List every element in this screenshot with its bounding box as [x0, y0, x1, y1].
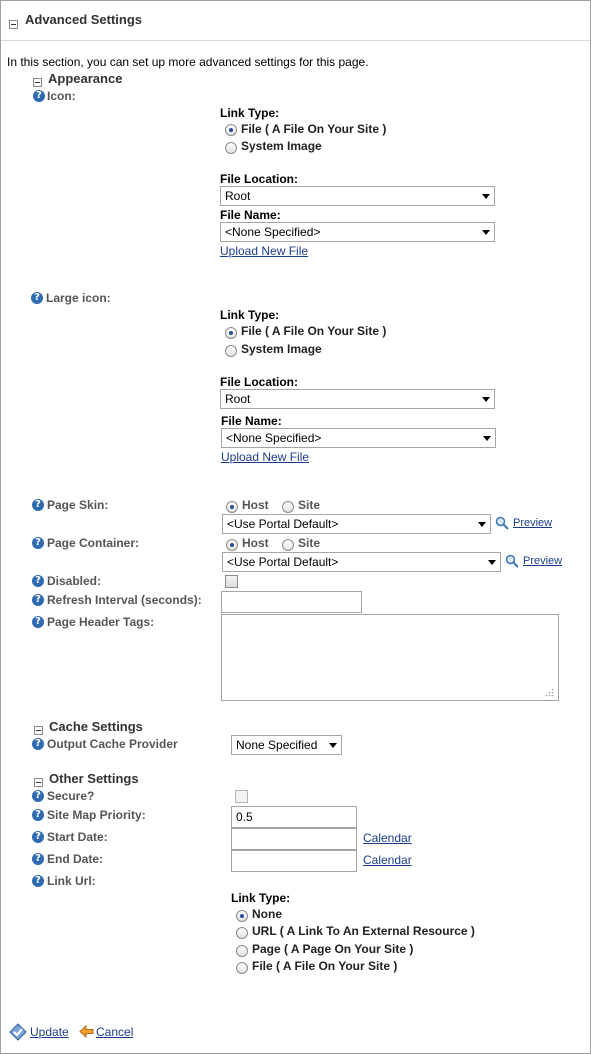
chevron-down-icon — [483, 436, 491, 441]
link-url-option-file: File ( A File On Your Site ) — [252, 959, 398, 973]
page-skin-option-host: Host — [242, 498, 269, 512]
help-icon[interactable]: ? — [32, 575, 44, 587]
output-cache-provider-value: None Specified — [236, 738, 318, 752]
link-url-option-page: Page ( A Page On Your Site ) — [252, 942, 414, 956]
secure-checkbox[interactable] — [235, 790, 248, 803]
help-icon[interactable]: ? — [32, 738, 44, 750]
page-skin-label: Page Skin: — [47, 498, 109, 512]
large-icon-option-file: File ( A File On Your Site ) — [241, 324, 387, 338]
disabled-checkbox[interactable] — [225, 575, 238, 588]
link-url-label: Link Url: — [47, 874, 96, 888]
collapse-advanced-icon[interactable] — [9, 20, 18, 29]
page-container-select[interactable] — [222, 552, 501, 572]
disabled-label: Disabled: — [47, 574, 102, 588]
icon-link-type-label: Link Type: — [220, 106, 280, 120]
intro-text: In this section, you can set up more advanced settings for this page. — [7, 55, 369, 69]
large-icon-label: Large icon: — [46, 291, 111, 305]
page-container-label: Page Container: — [47, 536, 140, 550]
help-icon[interactable]: ? — [32, 499, 44, 511]
secure-label: Secure? — [47, 789, 95, 803]
cancel-arrow-icon[interactable] — [79, 1025, 94, 1038]
icon-radio-system-image[interactable] — [225, 142, 237, 154]
help-icon[interactable]: ? — [32, 537, 44, 549]
help-icon[interactable]: ? — [32, 594, 44, 606]
help-icon[interactable]: ? — [32, 790, 44, 802]
link-url-radio-url[interactable] — [236, 927, 248, 939]
help-icon[interactable]: ? — [32, 616, 44, 628]
section-title-cache: Cache Settings — [49, 719, 143, 734]
cancel-link[interactable]: Cancel — [96, 1025, 134, 1039]
site-map-priority-label: Site Map Priority: — [47, 808, 146, 822]
icon-file-name-select[interactable] — [220, 222, 495, 242]
page-container-radio-site[interactable] — [282, 539, 294, 551]
large-icon-file-name-label: File Name: — [221, 414, 282, 428]
refresh-interval-input[interactable] — [221, 591, 362, 613]
page-container-radio-host[interactable] — [226, 539, 238, 551]
section-title-advanced: Advanced Settings — [25, 12, 143, 27]
page-container-value: <Use Portal Default> — [227, 555, 339, 569]
link-url-option-none: None — [252, 907, 282, 921]
icon-file-location-value: Root — [225, 189, 251, 203]
resize-grip-icon[interactable] — [545, 688, 554, 697]
large-icon-file-location-value: Root — [225, 392, 251, 406]
update-link[interactable]: Update — [30, 1025, 69, 1039]
section-title-appearance: Appearance — [48, 71, 123, 86]
icon-label: Icon: — [47, 89, 76, 103]
large-icon-link-type-label: Link Type: — [220, 308, 280, 322]
large-icon-radio-file[interactable] — [225, 327, 237, 339]
large-icon-file-name-value: <None Specified> — [226, 431, 322, 445]
icon-file-location-label: File Location: — [220, 172, 298, 186]
page-skin-preview-link[interactable]: Preview — [513, 517, 553, 529]
page-container-option-site: Site — [298, 536, 321, 550]
output-cache-provider-select[interactable] — [231, 735, 342, 755]
help-icon[interactable]: ? — [32, 809, 44, 821]
icon-option-system-image: System Image — [241, 139, 322, 153]
magnifier-icon[interactable] — [495, 516, 509, 530]
magnifier-icon[interactable] — [505, 554, 519, 568]
site-map-priority-input[interactable]: 0.5 — [231, 806, 357, 828]
help-icon[interactable]: ? — [31, 292, 43, 304]
icon-file-location-select[interactable] — [220, 186, 495, 206]
help-icon[interactable]: ? — [32, 875, 44, 887]
page-header-tags-label: Page Header Tags: — [47, 615, 155, 629]
page-skin-radio-host[interactable] — [226, 501, 238, 513]
large-icon-radio-system-image[interactable] — [225, 345, 237, 357]
update-icon[interactable] — [9, 1023, 27, 1041]
icon-file-name-value: <None Specified> — [225, 225, 321, 239]
refresh-interval-label: Refresh Interval (seconds): — [47, 593, 202, 607]
start-date-input[interactable] — [231, 828, 357, 850]
chevron-down-icon — [488, 560, 496, 565]
icon-radio-file[interactable] — [225, 124, 237, 136]
page-container-option-host: Host — [242, 536, 269, 550]
page-skin-option-site: Site — [298, 498, 321, 512]
large-icon-option-system-image: System Image — [241, 342, 322, 356]
page-header-tags-textarea[interactable] — [221, 614, 559, 701]
link-url-radio-page[interactable] — [236, 945, 248, 957]
chevron-down-icon — [482, 230, 490, 235]
icon-option-file: File ( A File On Your Site ) — [241, 122, 387, 136]
link-url-radio-none[interactable] — [236, 910, 248, 922]
large-icon-file-location-label: File Location: — [220, 375, 298, 389]
chevron-down-icon — [478, 522, 486, 527]
collapse-appearance-icon[interactable] — [33, 78, 42, 87]
end-date-label: End Date: — [47, 852, 104, 866]
link-url-link-type-label: Link Type: — [231, 891, 291, 905]
icon-upload-link[interactable]: Upload New File — [220, 244, 309, 258]
help-icon[interactable]: ? — [32, 831, 44, 843]
icon-file-name-label: File Name: — [220, 208, 281, 222]
chevron-down-icon — [482, 397, 490, 402]
large-icon-upload-link[interactable]: Upload New File — [221, 450, 310, 464]
collapse-other-icon[interactable] — [34, 778, 43, 787]
large-icon-file-name-select[interactable] — [221, 428, 496, 448]
link-url-radio-file[interactable] — [236, 962, 248, 974]
start-date-calendar-link[interactable]: Calendar — [363, 831, 412, 845]
collapse-cache-icon[interactable] — [34, 726, 43, 735]
chevron-down-icon — [329, 743, 337, 748]
end-date-calendar-link[interactable]: Calendar — [363, 853, 412, 867]
end-date-input[interactable] — [231, 850, 357, 872]
page-skin-radio-site[interactable] — [282, 501, 294, 513]
start-date-label: Start Date: — [47, 830, 108, 844]
link-url-option-url: URL ( A Link To An External Resource ) — [252, 924, 475, 938]
help-icon[interactable]: ? — [32, 853, 44, 865]
chevron-down-icon — [482, 194, 490, 199]
page-skin-value: <Use Portal Default> — [227, 517, 339, 531]
page-skin-select[interactable] — [222, 514, 491, 534]
section-title-other: Other Settings — [49, 771, 139, 786]
output-cache-provider-label: Output Cache Provider — [47, 737, 178, 751]
page-container-preview-link[interactable]: Preview — [523, 555, 563, 567]
header-divider — [1, 40, 590, 41]
help-icon[interactable]: ? — [33, 90, 45, 102]
large-icon-file-location-select[interactable] — [220, 389, 495, 409]
